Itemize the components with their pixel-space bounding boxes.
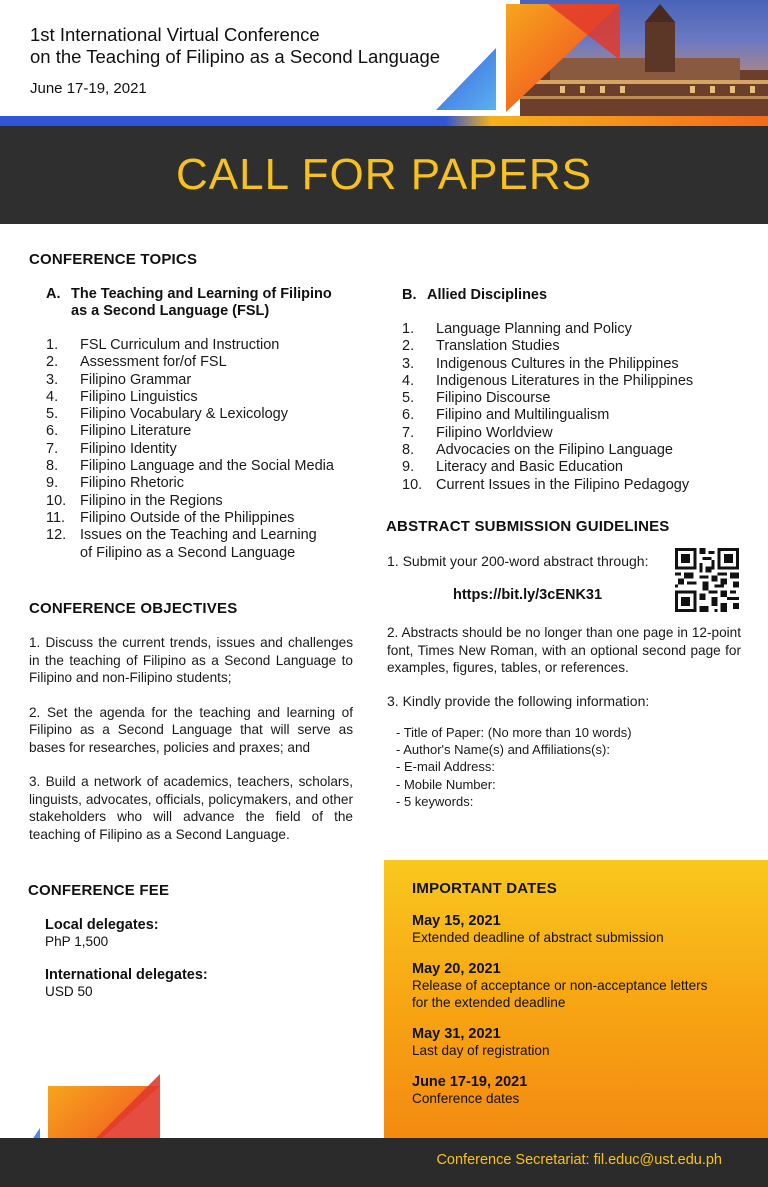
- international-delegates-fee: USD 50: [45, 984, 93, 999]
- conference-title-line2: on the Teaching of Filipino as a Second Language: [30, 46, 441, 67]
- list-item-text: Filipino Worldview: [436, 424, 553, 441]
- conference-title-line1: 1st International Virtual Conference: [30, 24, 320, 45]
- list-item-number: 3.: [46, 371, 59, 388]
- fee-heading: CONFERENCE FEE: [28, 882, 170, 899]
- list-item-text: Current Issues in the Filipino Pedagogy: [436, 476, 690, 493]
- list-item-text: Indigenous Literatures in the Philippines: [436, 372, 694, 389]
- date-entry-date: May 20, 2021: [412, 961, 501, 977]
- local-delegates-fee: PhP 1,500: [45, 934, 109, 949]
- list-item-number: 9.: [46, 475, 59, 492]
- list-item: [46, 493, 376, 510]
- list-item-number: 6.: [402, 407, 415, 424]
- list-item-number: 8.: [402, 442, 415, 459]
- list-item: [402, 356, 752, 373]
- section-a-label: A.: [46, 286, 61, 302]
- conference-title: [30, 24, 470, 68]
- qr-code-graphic: [675, 548, 739, 612]
- list-item-number: 7.: [46, 440, 59, 457]
- list-item: [46, 406, 376, 423]
- list-item: [46, 389, 376, 406]
- list-item-number: 2.: [46, 354, 59, 371]
- date-entry-desc: Extended deadline of abstract submission: [412, 930, 664, 945]
- qr-code-icon[interactable]: [675, 548, 739, 612]
- list-item-text: Advocacies on the Filipino Language: [436, 442, 673, 459]
- date-entry-desc-line2: for the extended deadline: [412, 995, 566, 1010]
- list-item-text-line1: Issues on the Teaching and Learning: [80, 527, 317, 544]
- section-b-label: B.: [402, 287, 417, 303]
- important-dates-box: [384, 860, 768, 1138]
- date-entry-desc: Conference dates: [412, 1091, 520, 1106]
- banner-title: CALL FOR PAPERS: [175, 150, 592, 199]
- list-item-text: [80, 527, 317, 562]
- list-item-number: 11.: [46, 509, 66, 526]
- date-entry: [412, 1074, 752, 1107]
- list-item-text: Filipino Grammar: [80, 371, 192, 388]
- topics-b-list: [402, 321, 752, 494]
- objective-item: 1. Discuss the current trends, issues and challenges in the teaching of Filipino as a Second Language to Filipino and non-Filipino students;: [29, 635, 353, 685]
- list-item-number: 10.: [46, 492, 67, 509]
- abstract-info-list: [396, 724, 736, 810]
- list-item-number: 9.: [402, 459, 415, 476]
- date-entry-date: June 17-19, 2021: [412, 1074, 528, 1090]
- list-item: [46, 475, 376, 492]
- list-item: [402, 442, 752, 459]
- list-item-number: 6.: [46, 423, 59, 440]
- secretariat-label: Conference Secretariat: [436, 1152, 586, 1168]
- section-a-title: [46, 286, 366, 320]
- list-item-text: Indigenous Cultures in the Philippines: [436, 355, 679, 372]
- list-item-number: 3.: [402, 355, 415, 372]
- list-item: - E-mail Address:: [396, 759, 495, 775]
- list-item: [402, 425, 752, 442]
- topics-heading: CONFERENCE TOPICS: [29, 251, 198, 268]
- topics-section-a: [46, 286, 366, 320]
- header: [0, 0, 768, 126]
- list-item-text: Literacy and Basic Education: [436, 459, 623, 476]
- topics-a-list: [46, 337, 376, 562]
- abstract-step2: 2. Abstracts should be no longer than one page in 12-point font, Times New Roman, with an optional second page for examples, figures, tables, or references.: [387, 625, 741, 675]
- section-b-title-text: Allied Disciplines: [427, 287, 548, 303]
- list-item: [46, 441, 376, 458]
- list-item: [402, 321, 752, 338]
- secretariat-contact: [436, 1152, 722, 1168]
- date-entry: [412, 961, 752, 1011]
- list-item: [402, 373, 752, 390]
- list-item: [402, 390, 752, 407]
- section-a-title-line1: The Teaching and Learning of Filipino: [71, 286, 332, 302]
- list-item: [46, 458, 376, 475]
- list-item-text: Filipino Identity: [80, 440, 177, 457]
- list-item-text-line2: of Filipino as a Second Language: [80, 544, 296, 561]
- international-delegates-label: International delegates:: [45, 967, 208, 983]
- list-item-text: Assessment for/of FSL: [80, 354, 227, 371]
- list-item-text: FSL Curriculum and Instruction: [80, 337, 280, 353]
- list-item-text: Translation Studies: [436, 338, 560, 355]
- objectives-heading: CONFERENCE OBJECTIVES: [29, 600, 238, 617]
- list-item-text: Filipino Language and the Social Media: [80, 458, 334, 475]
- list-item: [46, 423, 376, 440]
- list-item-number: 12.: [46, 527, 67, 544]
- list-item-text: Filipino Outside of the Philippines: [80, 509, 295, 526]
- list-item: [402, 477, 752, 494]
- call-for-papers-banner: [0, 126, 768, 224]
- list-item-text: Filipino Vocabulary & Lexicology: [80, 406, 288, 423]
- list-item-number: 4.: [46, 388, 59, 405]
- date-entry: [412, 913, 752, 946]
- fee-details: [45, 917, 208, 1000]
- list-item-text: Filipino in the Regions: [80, 492, 223, 509]
- list-item-text: Filipino Rhetoric: [80, 475, 184, 492]
- list-item: [402, 459, 752, 476]
- decorative-triangles: [430, 0, 630, 118]
- local-delegates-label: Local delegates:: [45, 917, 159, 933]
- secretariat-separator: :: [585, 1152, 590, 1168]
- list-item: - Title of Paper: (No more than 10 words): [396, 725, 632, 740]
- list-item-number: 4.: [402, 372, 415, 389]
- list-item: [46, 510, 376, 527]
- date-entry: [412, 1026, 752, 1059]
- secretariat-email-link[interactable]: fil.educ@ust.edu.ph: [593, 1152, 722, 1168]
- list-item: - Author's Name(s) and Affiliations(s):: [396, 742, 610, 758]
- list-item-text: Filipino Literature: [80, 423, 192, 440]
- section-a-title-line2: as a Second Language (FSL): [71, 303, 270, 319]
- abstract-submission-link[interactable]: https://bit.ly/3cENK31: [453, 587, 603, 603]
- list-item: - Mobile Number:: [396, 776, 496, 792]
- list-item-number: 5.: [46, 406, 59, 423]
- objective-item: 3. Build a network of academics, teachers, scholars, linguists, advocates, officials, policymakers, and other stakeholders who will advance the field of the teaching of Filipino as a Second Language.: [29, 774, 353, 842]
- abstract-step3: 3. Kindly provide the following information:: [387, 693, 650, 709]
- date-entry-date: May 31, 2021: [412, 1026, 501, 1042]
- list-item: [402, 407, 752, 424]
- list-item-number: 1.: [402, 321, 415, 337]
- abstract-step1: 1. Submit your 200-word abstract through:: [387, 553, 649, 569]
- date-entry-desc: Release of acceptance or non-acceptance letters: [412, 978, 708, 993]
- list-item-number: 1.: [46, 337, 59, 353]
- section-b-title: [402, 287, 547, 304]
- list-item-number: 10.: [402, 476, 423, 493]
- list-item-number: 2.: [402, 338, 415, 355]
- list-item: [46, 337, 376, 354]
- dates-list: [412, 913, 752, 1107]
- header-color-stripe: [0, 116, 768, 126]
- list-item: - 5 keywords:: [396, 793, 474, 809]
- list-item-number: 8.: [46, 458, 59, 475]
- list-item-number: 7.: [402, 424, 415, 441]
- abstract-heading: ABSTRACT SUBMISSION GUIDELINES: [386, 518, 670, 535]
- objective-item: 2. Set the agenda for the teaching and learning of Filipino as a Second Language that will serve as bases for researches, policies and praxes; and: [29, 704, 353, 755]
- list-item: [46, 354, 376, 371]
- list-item: [46, 372, 376, 389]
- list-item-text: Filipino Linguistics: [80, 388, 198, 405]
- list-item-text: Filipino and Multilingualism: [436, 407, 610, 424]
- date-entry-date: May 15, 2021: [412, 913, 501, 929]
- objectives-list: [29, 634, 353, 843]
- list-item-text: Filipino Discourse: [436, 390, 551, 407]
- conference-date: June 17-19, 2021: [30, 80, 147, 97]
- list-item-text: Language Planning and Policy: [436, 321, 632, 337]
- list-item: [402, 338, 752, 355]
- dates-heading: IMPORTANT DATES: [412, 880, 557, 897]
- list-item: [46, 527, 376, 562]
- list-item-number: 5.: [402, 390, 415, 407]
- footer: [0, 1138, 768, 1187]
- date-entry-desc: Last day of registration: [412, 1043, 550, 1058]
